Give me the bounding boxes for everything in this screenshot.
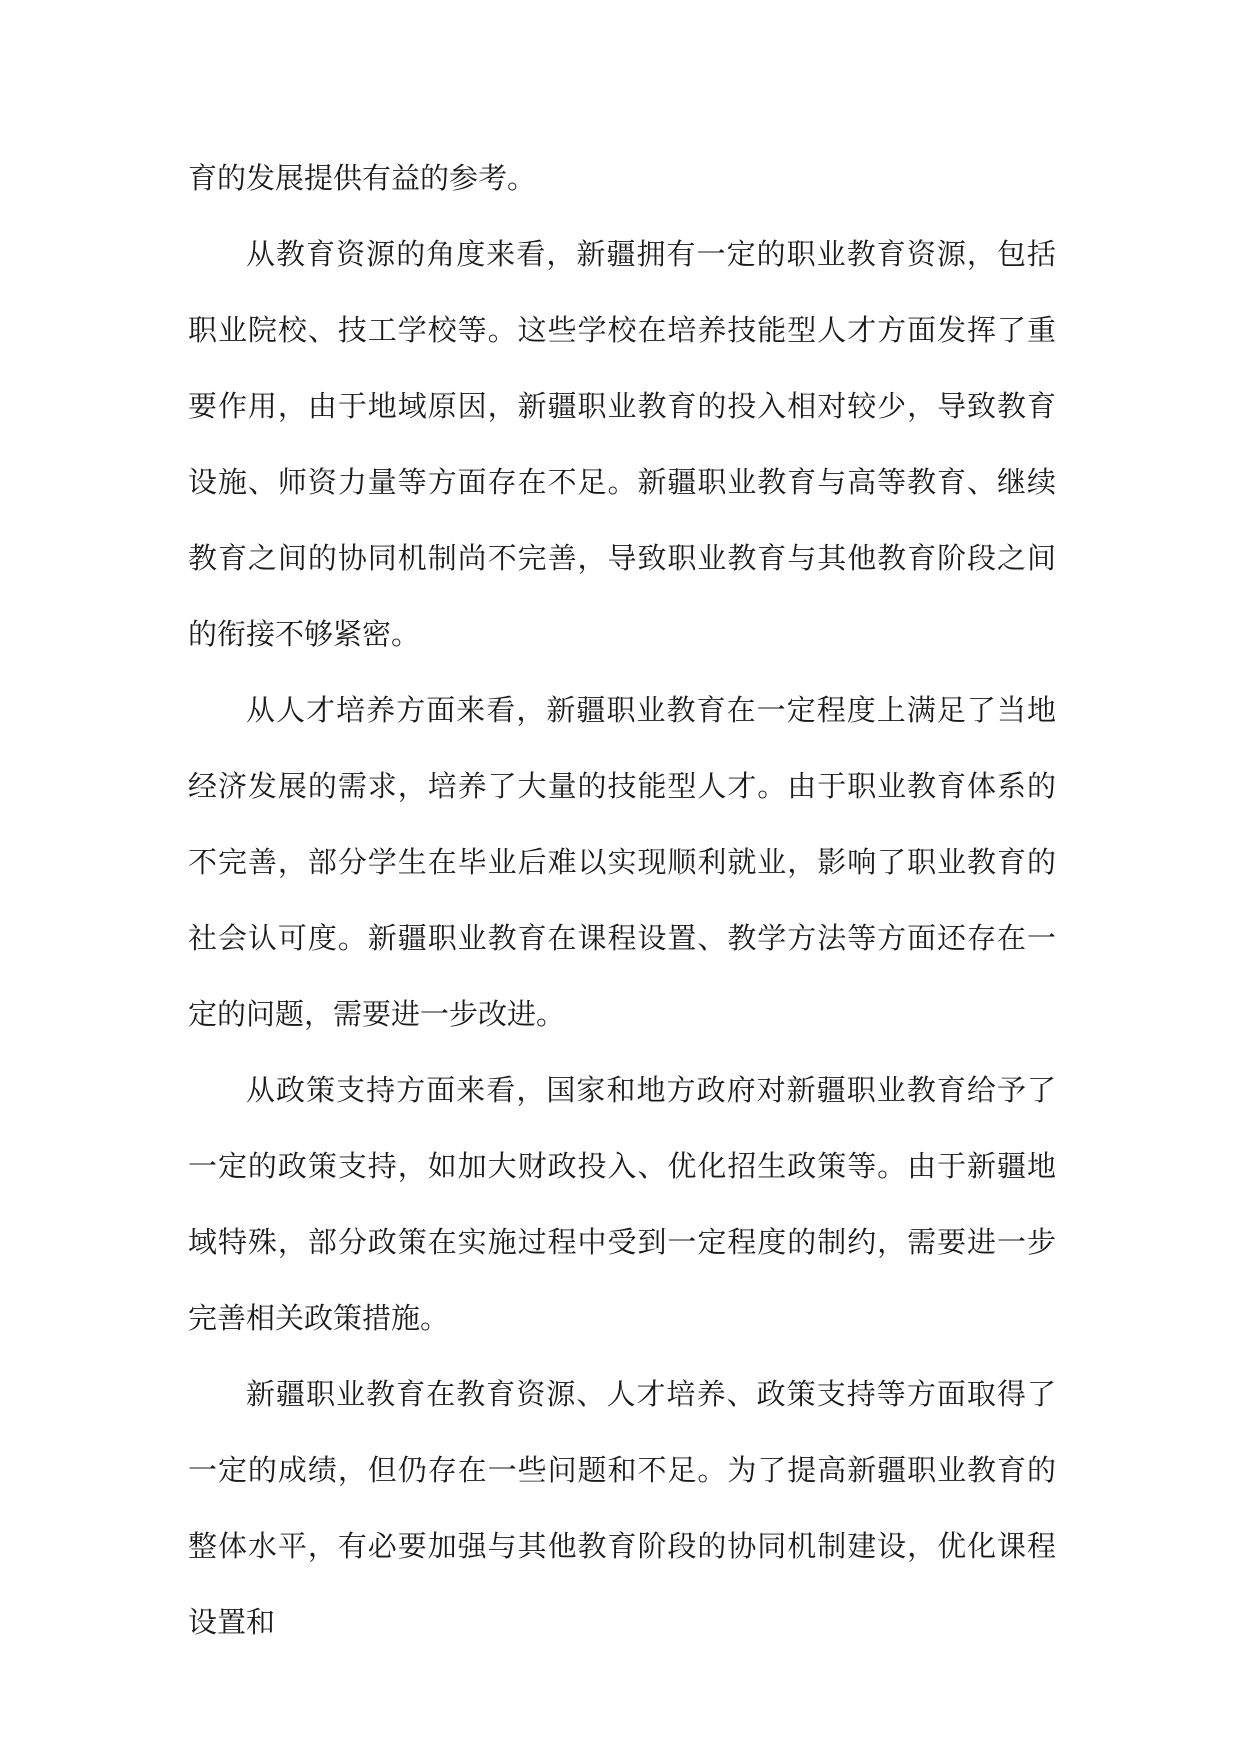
paragraph-continuation: 育的发展提供有益的参考。 xyxy=(188,161,537,195)
paragraph-education-resources: 从教育资源的角度来看，新疆拥有一定的职业教育资源，包括职业院校、技工学校等。这些学校在培养技能型人才方面发挥了重要作用，由于地域原因，新疆职业教育的投入相对较少，导致教育设施、师资力量等方面存在不足。新疆职业教育与高等教育、继续教育之间的协同机制尚不完善，导致职业教育与其他教育阶段之间的衔接不够紧密。 xyxy=(188,237,1056,651)
paragraph-talent-cultivation: 从人才培养方面来看，新疆职业教育在一定程度上满足了当地经济发展的需求，培养了大量的技能型人才。由于职业教育体系的不完善，部分学生在毕业后难以实现顺利就业，影响了职业教育的社会认可度。新疆职业教育在课程设置、教学方法等方面还存在一定的问题，需要进一步改进。 xyxy=(188,693,1056,1031)
paragraph-policy-support: 从政策支持方面来看，国家和地方政府对新疆职业教育给予了一定的政策支持，如加大财政投入、优化招生政策等。由于新疆地域特殊，部分政策在实施过程中受到一定程度的制约，需要进一步完善相关政策措施。 xyxy=(188,1073,1056,1335)
paragraph-summary: 新疆职业教育在教育资源、人才培养、政策支持等方面取得了一定的成绩，但仍存在一些问题和不足。为了提高新疆职业教育的整体水平，有必要加强与其他教育阶段的协同机制建设，优化课程设置和 xyxy=(188,1377,1056,1639)
document-body xyxy=(188,140,1056,1660)
